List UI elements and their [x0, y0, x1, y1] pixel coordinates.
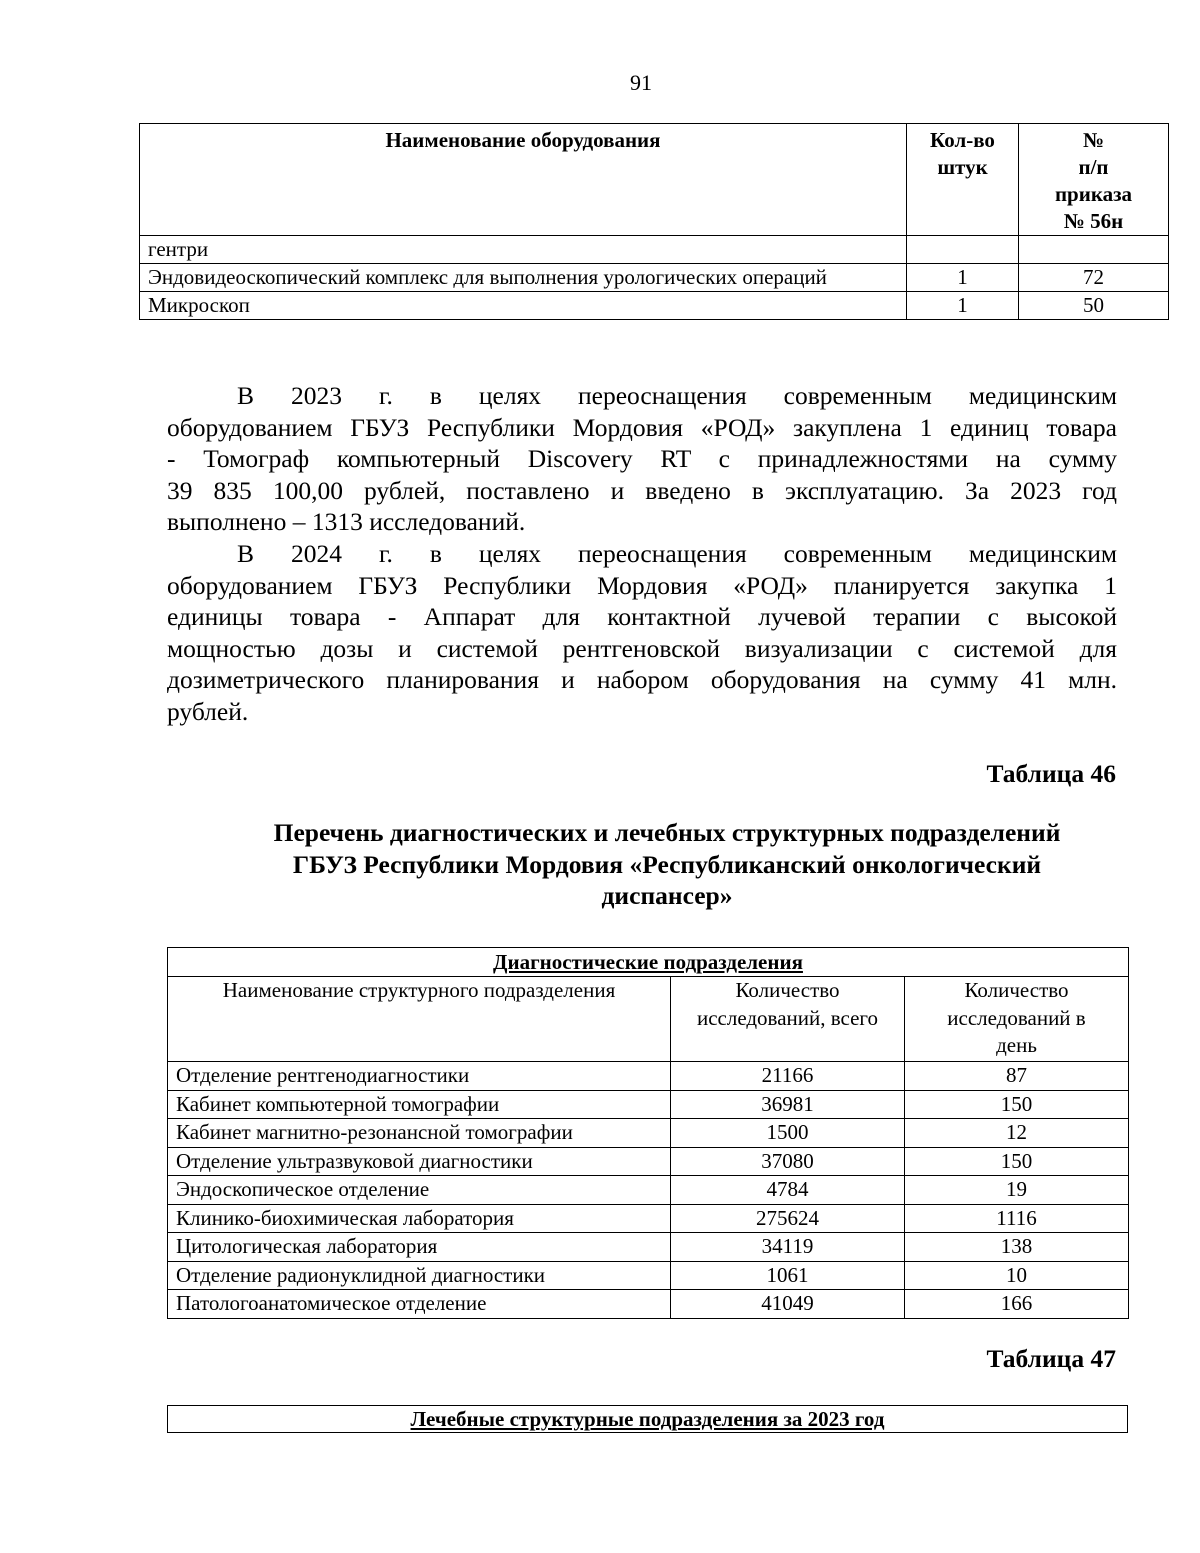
total-studies: 275624: [671, 1204, 905, 1233]
total-studies: 37080: [671, 1147, 905, 1176]
equipment-order-header-line: п/п: [1078, 155, 1109, 179]
diagnostic-units-table: [167, 947, 1129, 1319]
paragraph-line: В 2024 г. в целях переоснащения современным медицинским: [237, 539, 1117, 568]
table-row: [168, 1176, 1129, 1205]
table-46-title-line: ГБУЗ Республики Мордовия «Республиканский онкологический: [292, 849, 1042, 879]
table-46-title-line: Перечень диагностических и лечебных структурных подразделений: [273, 818, 1061, 847]
equipment-count-header-line: штук: [937, 155, 988, 179]
treatment-section-header: Лечебные структурные подразделения за 2023 год: [168, 1406, 1128, 1433]
equipment-count-header-line: Кол-во: [930, 128, 995, 152]
unit-name: Клинико-биохимическая лаборатория: [168, 1204, 671, 1233]
table-row: [168, 1090, 1129, 1119]
daily-studies: 19: [905, 1176, 1129, 1205]
equipment-order: [1019, 236, 1169, 264]
unit-name: Отделение ультразвуковой диагностики: [168, 1147, 671, 1176]
table-row: [140, 236, 1169, 264]
table-46-title: [167, 817, 1167, 912]
table-row: [168, 1233, 1129, 1262]
total-studies: 36981: [671, 1090, 905, 1119]
equipment-order-header-line: приказа: [1054, 182, 1133, 206]
equipment-count: 1: [907, 292, 1019, 320]
equipment-table: [139, 123, 1169, 320]
equipment-count: [907, 236, 1019, 264]
table-row: [168, 1119, 1129, 1148]
total-studies: 1061: [671, 1261, 905, 1290]
table-row: [168, 1290, 1129, 1319]
equipment-name: гентри: [140, 236, 907, 264]
diagnostic-table-header: [168, 977, 1129, 1062]
daily-studies: 150: [905, 1090, 1129, 1119]
equipment-count-header: [907, 124, 1019, 236]
table-row: [168, 1204, 1129, 1233]
daily-studies-header: [905, 977, 1129, 1062]
paragraph-line: 39 835 100,00 рублей, поставлено и введено в эксплуатацию. За 2023 год: [167, 475, 1117, 505]
paragraph-line: оборудованием ГБУЗ Республики Мордовия «РОД» планируется закупка 1: [167, 570, 1117, 600]
unit-name: Цитологическая лаборатория: [168, 1233, 671, 1262]
unit-name: Отделение рентгенодиагностики: [168, 1062, 671, 1091]
unit-name: Патологоанатомическое отделение: [168, 1290, 671, 1319]
equipment-table-header: [140, 124, 1169, 236]
equipment-order-header-line: №: [1082, 128, 1105, 152]
paragraph-line: дозиметрического планирования и набором оборудования на сумму 41 млн.: [167, 665, 1117, 694]
daily-studies: 150: [905, 1147, 1129, 1176]
paragraph-line: оборудованием ГБУЗ Республики Мордовия «РОД» закуплена 1 единиц товара: [167, 412, 1117, 442]
unit-name: Эндоскопическое отделение: [168, 1176, 671, 1205]
table-46-label: Таблица 46: [986, 759, 1116, 788]
equipment-count: 1: [907, 264, 1019, 292]
daily-studies: 12: [905, 1119, 1129, 1148]
unit-name: Кабинет магнитно-резонансной томографии: [168, 1119, 671, 1148]
unit-name: Кабинет компьютерной томографии: [168, 1090, 671, 1119]
equipment-order: 50: [1019, 292, 1169, 320]
daily-studies: 138: [905, 1233, 1129, 1262]
paragraph-line: мощностью дозы и системой рентгеновской визуализации с системой для: [167, 633, 1117, 663]
table-row: [168, 1147, 1129, 1176]
diagnostic-section-header: Диагностические подразделения: [168, 948, 1129, 977]
paragraph-2024: [167, 538, 1117, 727]
total-studies: 4784: [671, 1176, 905, 1205]
total-studies: 1500: [671, 1119, 905, 1148]
table-row: [168, 1062, 1129, 1091]
equipment-name: Эндовидеоскопический комплекс для выполнения урологических операций: [140, 264, 907, 292]
equipment-name-header: Наименование оборудования: [140, 124, 907, 236]
table-row: [140, 292, 1169, 320]
unit-name-header: Наименование структурного подразделения: [168, 977, 671, 1062]
paragraph-line: единицы товара - Аппарат для контактной лучевой терапии с высокой: [167, 602, 1117, 631]
table-row: [168, 1261, 1129, 1290]
equipment-name: Микроскоп: [140, 292, 907, 320]
paragraph-line: - Томограф компьютерный Discovery RT с принадлежностями на сумму: [167, 444, 1117, 473]
equipment-order-header: [1019, 124, 1169, 236]
paragraph-line: выполнено – 1313 исследований.: [167, 507, 526, 536]
page-number: 91: [630, 70, 652, 95]
daily-studies: 1116: [905, 1204, 1129, 1233]
unit-name: Отделение радионуклидной диагностики: [168, 1261, 671, 1290]
daily-studies: 166: [905, 1290, 1129, 1319]
table-47-label: Таблица 47: [986, 1344, 1116, 1373]
total-studies: 21166: [671, 1062, 905, 1091]
table-46-title-line: диспансер»: [601, 881, 733, 910]
paragraph-line: В 2023 г. в целях переоснащения современным медицинским: [237, 381, 1117, 410]
daily-studies: 10: [905, 1261, 1129, 1290]
total-studies: 41049: [671, 1290, 905, 1319]
table-row: [140, 264, 1169, 292]
daily-studies: 87: [905, 1062, 1129, 1091]
total-studies-header: [671, 977, 905, 1062]
header-line: Количество: [964, 978, 1069, 1002]
paragraph-2023: [167, 380, 1117, 538]
equipment-order-header-line: № 56н: [1063, 209, 1124, 233]
header-line: исследований, всего: [696, 1005, 879, 1030]
header-line: день: [996, 1033, 1037, 1057]
treatment-units-table: [167, 1405, 1128, 1433]
header-line: исследований в: [947, 1005, 1086, 1030]
total-studies: 34119: [671, 1233, 905, 1262]
paragraph-line: рублей.: [167, 696, 249, 726]
equipment-order: 72: [1019, 264, 1169, 292]
header-line: Количество: [735, 978, 840, 1002]
